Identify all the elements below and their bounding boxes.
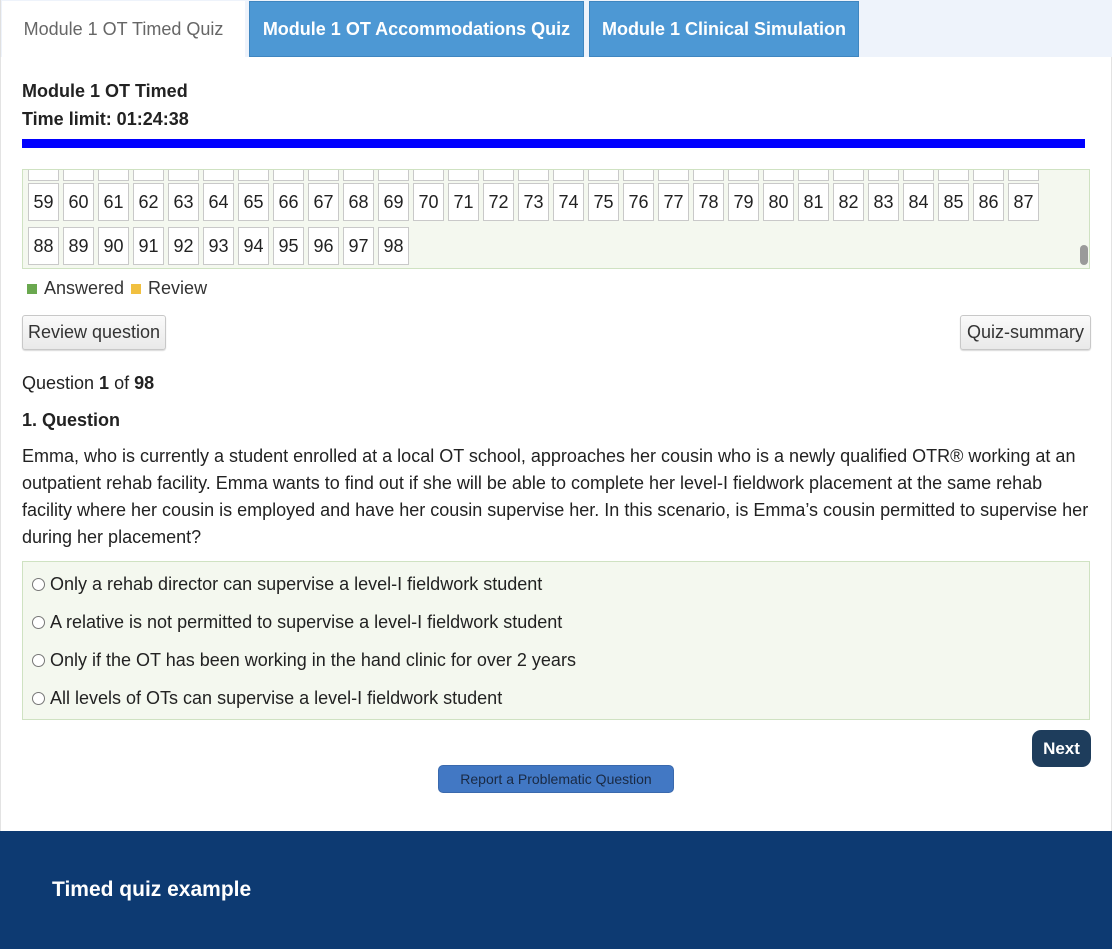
- question-nav-button[interactable]: 93: [203, 227, 234, 265]
- question-nav-button[interactable]: 71: [448, 183, 479, 221]
- radio-button[interactable]: [32, 578, 45, 591]
- question-heading: 1. Question: [22, 410, 121, 430]
- question-nav-button[interactable]: [448, 169, 479, 181]
- answered-swatch: [27, 284, 37, 294]
- question-nav-button[interactable]: 95: [273, 227, 304, 265]
- question-nav-button[interactable]: [203, 169, 234, 181]
- answer-label: A relative is not permitted to supervise a level-I fieldwork student: [50, 612, 563, 632]
- question-nav-button[interactable]: [343, 169, 374, 181]
- question-nav-button[interactable]: 63: [168, 183, 199, 221]
- question-nav-button[interactable]: [763, 169, 794, 181]
- timer-bar-fill: [22, 139, 1085, 148]
- question-nav-button[interactable]: 85: [938, 183, 969, 221]
- question-nav-button[interactable]: 82: [833, 183, 864, 221]
- question-nav-button[interactable]: 94: [238, 227, 269, 265]
- question-nav-button[interactable]: 65: [238, 183, 269, 221]
- question-nav-button[interactable]: 59: [28, 183, 59, 221]
- status-legend: [27, 278, 207, 299]
- question-nav-button[interactable]: [168, 169, 199, 181]
- question-nav-button[interactable]: 91: [133, 227, 164, 265]
- question-row: [28, 227, 413, 265]
- answer-option[interactable]: [32, 650, 576, 671]
- radio-button[interactable]: [32, 692, 45, 705]
- answer-option[interactable]: [32, 612, 562, 633]
- question-nav-button[interactable]: [833, 169, 864, 181]
- question-nav-button[interactable]: 70: [413, 183, 444, 221]
- tab-clinical-simulation[interactable]: Module 1 Clinical Simulation: [589, 1, 859, 57]
- timer-bar: [22, 139, 1085, 148]
- question-text: Emma, who is currently a student enrolled at a local OT school, approaches her cousin who is a newly qualified OTR® working at an outpatient rehab facility. Emma wants to find out if she will be able to complete her level-I fieldwork placement at the same rehab facility where her cousin is employed and have her cousin supervise her. In this scenario, is Emma’s cousin permitted to supervise her during her placement?: [22, 446, 1089, 547]
- question-nav-button[interactable]: [553, 169, 584, 181]
- question-nav-button[interactable]: [798, 169, 829, 181]
- question-nav-button[interactable]: [133, 169, 164, 181]
- footer: [0, 831, 1112, 949]
- question-nav-button[interactable]: 88: [28, 227, 59, 265]
- question-nav-button[interactable]: 68: [343, 183, 374, 221]
- question-row: [28, 183, 1043, 221]
- answer-option[interactable]: [32, 688, 502, 709]
- question-nav-button[interactable]: [308, 169, 339, 181]
- answer-label: All levels of OTs can supervise a level-I fieldwork student: [50, 688, 503, 708]
- question-nav-button[interactable]: 78: [693, 183, 724, 221]
- question-nav-button[interactable]: 60: [63, 183, 94, 221]
- quiz-title: Module 1 OT Timed: [22, 81, 188, 101]
- question-nav-button[interactable]: 62: [133, 183, 164, 221]
- question-nav-button[interactable]: 77: [658, 183, 689, 221]
- legend-review-label: Review: [148, 278, 208, 298]
- counter-of: of: [109, 373, 135, 393]
- question-nav-button[interactable]: [483, 169, 514, 181]
- question-nav-button[interactable]: 97: [343, 227, 374, 265]
- question-nav-button[interactable]: [728, 169, 759, 181]
- question-nav-button[interactable]: 66: [273, 183, 304, 221]
- answer-label: Only if the OT has been working in the hand clinic for over 2 years: [50, 650, 576, 670]
- question-nav-button[interactable]: 86: [973, 183, 1004, 221]
- tab-accommodations-quiz[interactable]: Module 1 OT Accommodations Quiz: [249, 1, 584, 57]
- report-question-button[interactable]: Report a Problematic Question: [438, 765, 674, 793]
- question-nav-button[interactable]: [63, 169, 94, 181]
- review-question-button[interactable]: Review question: [22, 315, 166, 350]
- question-nav-button[interactable]: [903, 169, 934, 181]
- question-nav-button[interactable]: [973, 169, 1004, 181]
- counter-current: 1: [99, 373, 110, 393]
- question-nav-button[interactable]: 75: [588, 183, 619, 221]
- answer-options: [22, 561, 1090, 720]
- question-nav-button[interactable]: 64: [203, 183, 234, 221]
- counter-total: 98: [134, 373, 155, 393]
- question-navigator: [22, 169, 1090, 269]
- question-nav-button[interactable]: 74: [553, 183, 584, 221]
- question-nav-button[interactable]: 61: [98, 183, 129, 221]
- question-nav-button[interactable]: 73: [518, 183, 549, 221]
- question-nav-button[interactable]: 92: [168, 227, 199, 265]
- scrollbar-thumb[interactable]: [1080, 245, 1088, 265]
- question-nav-button[interactable]: [588, 169, 619, 181]
- question-nav-button[interactable]: 96: [308, 227, 339, 265]
- footer-title: Timed quiz example: [52, 878, 252, 901]
- question-nav-button[interactable]: 81: [798, 183, 829, 221]
- question-nav-button[interactable]: 69: [378, 183, 409, 221]
- question-row-partial: [28, 169, 1043, 181]
- question-nav-button[interactable]: [238, 169, 269, 181]
- question-nav-button[interactable]: 76: [623, 183, 654, 221]
- question-nav-button[interactable]: [658, 169, 689, 181]
- question-nav-button[interactable]: [413, 169, 444, 181]
- counter-prefix: Question: [22, 373, 100, 393]
- question-nav-button[interactable]: [693, 169, 724, 181]
- question-nav-button[interactable]: [938, 169, 969, 181]
- tab-timed-quiz[interactable]: Module 1 OT Timed Quiz: [2, 1, 245, 57]
- question-nav-button[interactable]: [623, 169, 654, 181]
- question-nav-button[interactable]: 79: [728, 183, 759, 221]
- radio-button[interactable]: [32, 654, 45, 667]
- legend-answered-label: Answered: [44, 278, 125, 298]
- question-nav-button[interactable]: [378, 169, 409, 181]
- question-nav-button[interactable]: [98, 169, 129, 181]
- question-nav-button[interactable]: 80: [763, 183, 794, 221]
- question-nav-button[interactable]: 84: [903, 183, 934, 221]
- question-nav-button[interactable]: 72: [483, 183, 514, 221]
- question-nav-button[interactable]: 89: [63, 227, 94, 265]
- question-counter: [22, 373, 154, 394]
- question-nav-button[interactable]: [28, 169, 59, 181]
- question-nav-button[interactable]: 83: [868, 183, 899, 221]
- question-nav-button[interactable]: [273, 169, 304, 181]
- question-nav-button[interactable]: [518, 169, 549, 181]
- quiz-tabs: [0, 0, 1112, 57]
- radio-button[interactable]: [32, 616, 45, 629]
- question-nav-button[interactable]: [1008, 169, 1039, 181]
- question-nav-button[interactable]: 87: [1008, 183, 1039, 221]
- answer-label: Only a rehab director can supervise a level-I fieldwork student: [50, 574, 543, 594]
- review-swatch: [131, 284, 141, 294]
- next-button[interactable]: Next: [1032, 730, 1091, 767]
- question-nav-button[interactable]: [868, 169, 899, 181]
- question-nav-button[interactable]: 98: [378, 227, 409, 265]
- time-limit: Time limit: 01:24:38: [22, 109, 189, 129]
- question-nav-button[interactable]: 90: [98, 227, 129, 265]
- answer-option[interactable]: [32, 574, 542, 595]
- question-nav-button[interactable]: 67: [308, 183, 339, 221]
- quiz-summary-button[interactable]: Quiz-summary: [960, 315, 1091, 350]
